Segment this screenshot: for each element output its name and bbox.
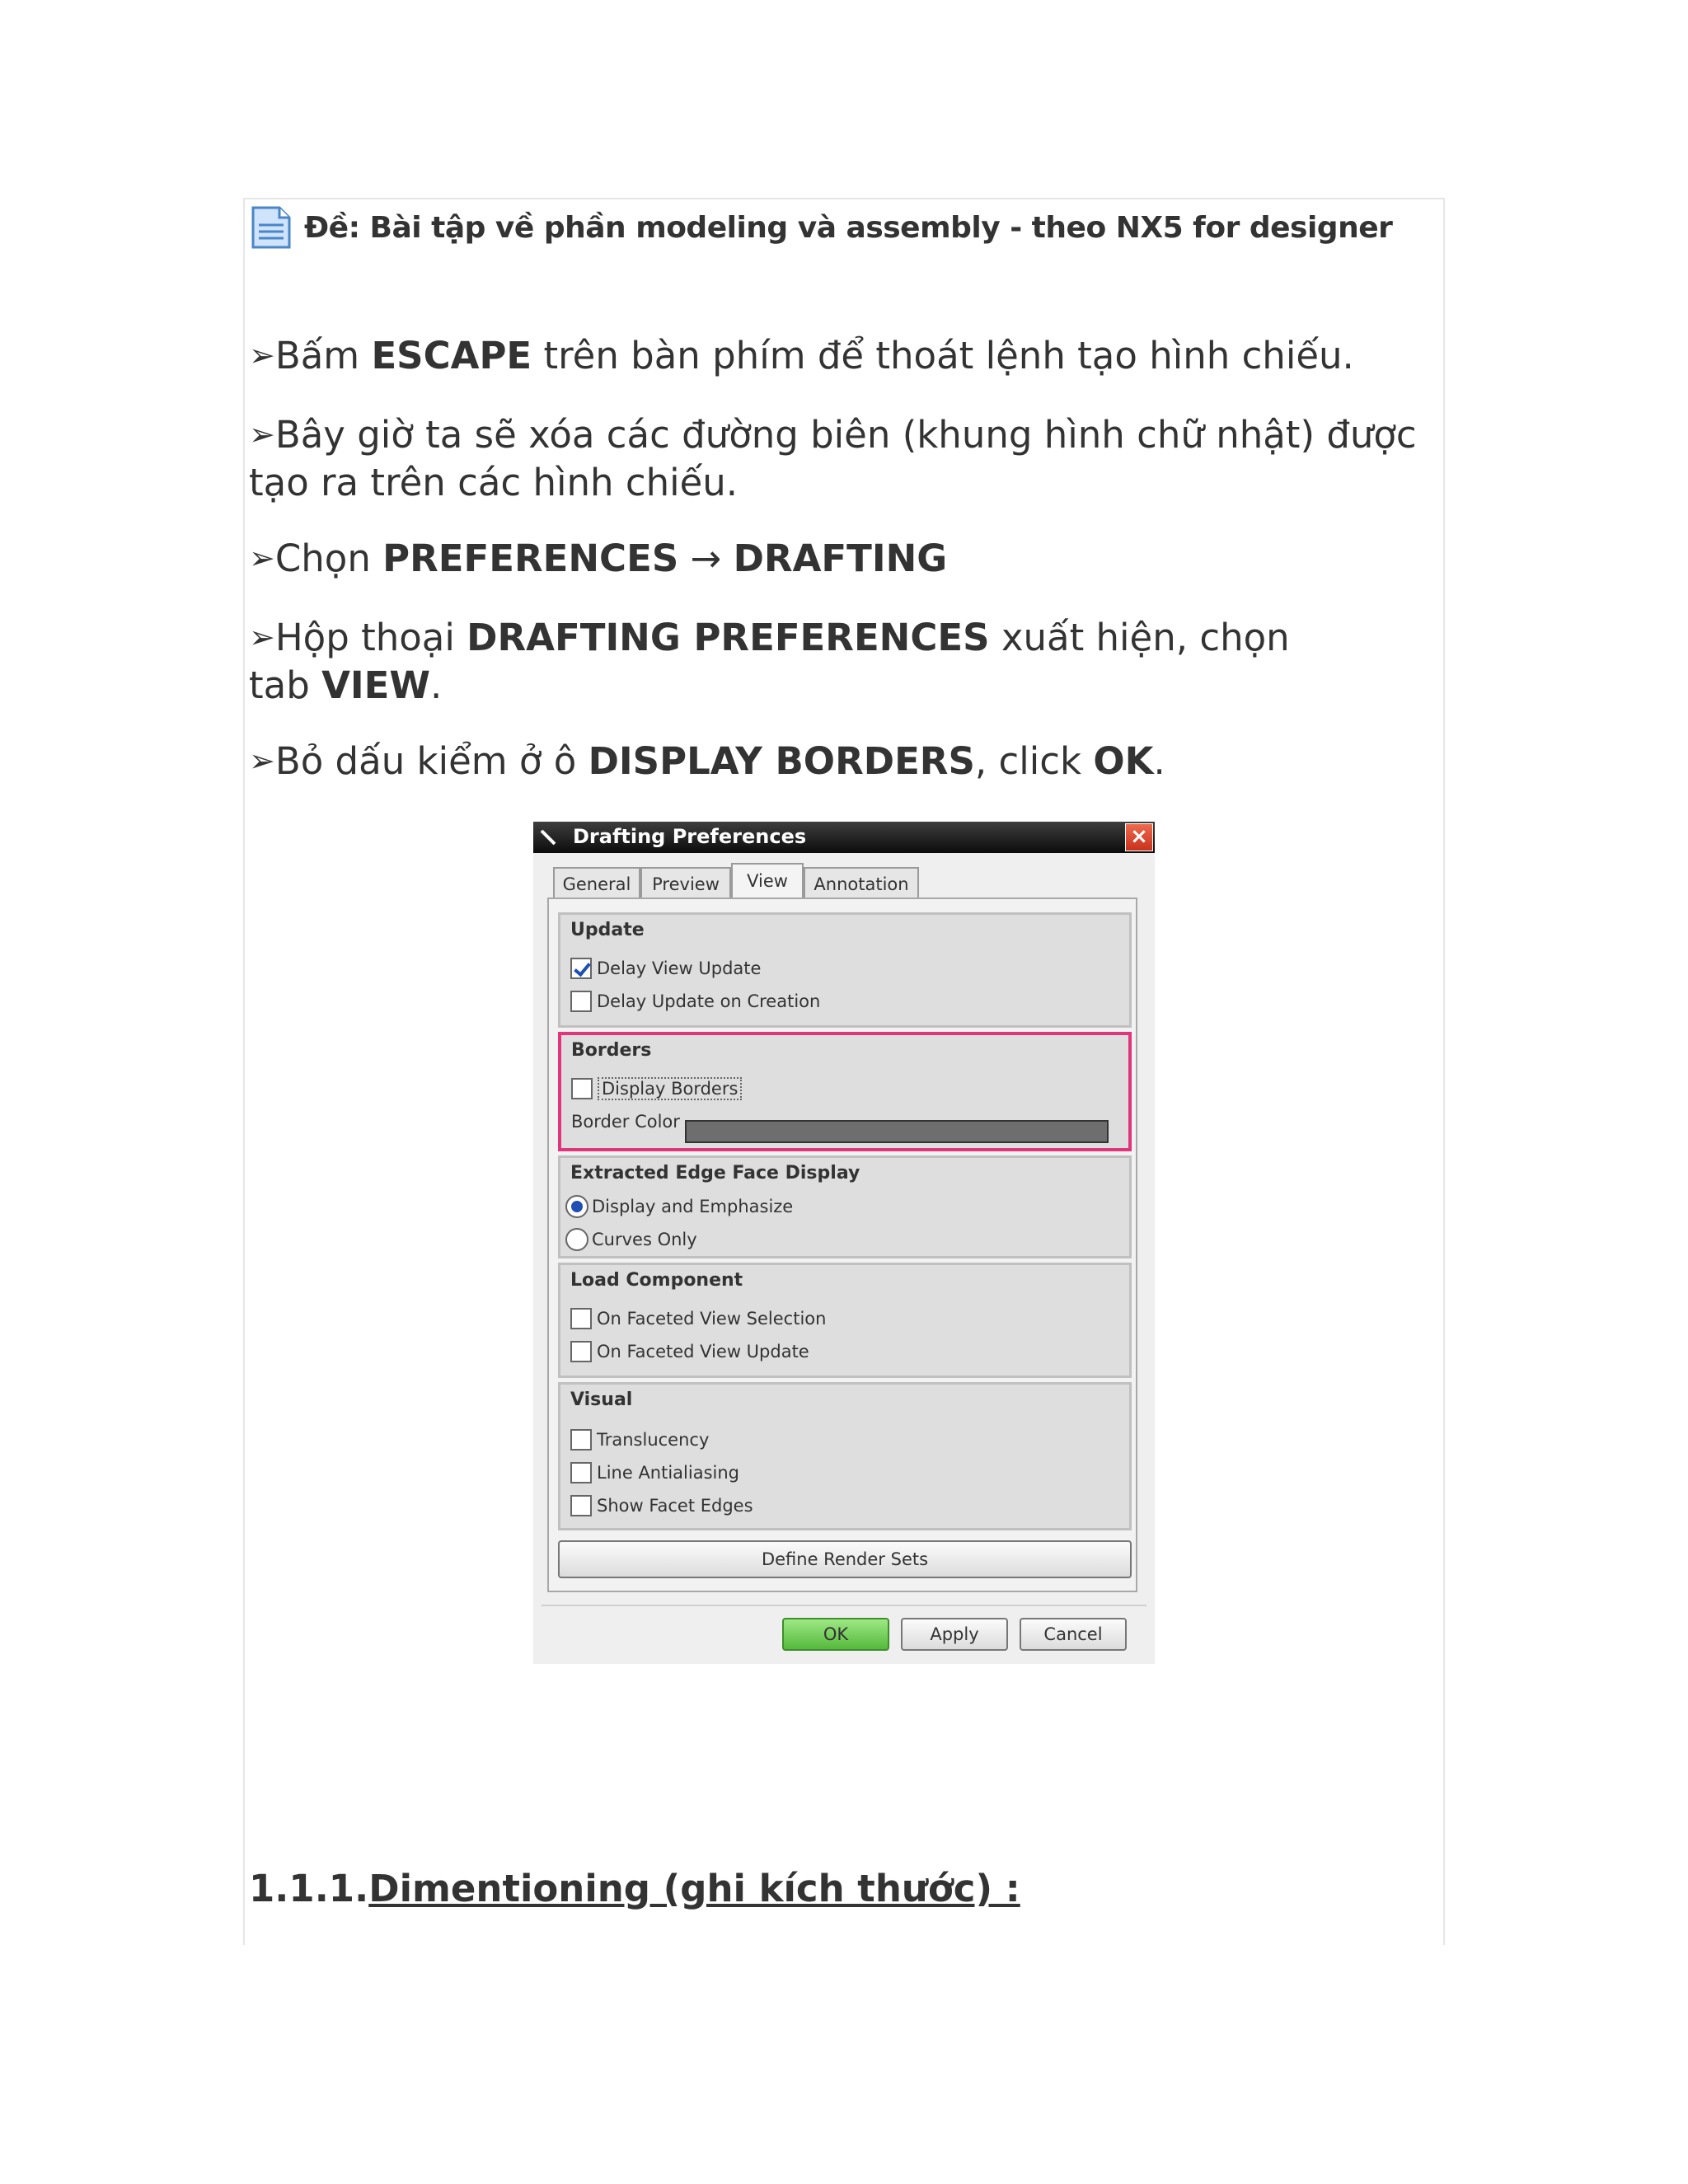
checkbox[interactable]: [571, 1078, 593, 1099]
extracted-edge-group: [558, 1155, 1132, 1258]
keyword: DISPLAY BORDERS: [588, 739, 975, 783]
tab-preview[interactable]: Preview: [640, 867, 731, 898]
document-icon: [250, 205, 293, 250]
instruction-escape: [249, 333, 1354, 381]
keyword: ESCAPE: [371, 334, 532, 377]
checkbox-checked[interactable]: [570, 958, 592, 979]
option-label: Display Borders: [598, 1077, 742, 1100]
nx-app-icon: [540, 829, 556, 846]
instruction-delete-borders: [249, 412, 1417, 506]
option-label: Delay View Update: [597, 958, 762, 978]
option-label: Line Antialiasing: [597, 1463, 740, 1483]
keyword: DRAFTING: [733, 537, 948, 580]
option-label: Translucency: [597, 1430, 710, 1450]
translucency-option[interactable]: [570, 1427, 709, 1452]
section-title: Dimentioning (ghi kích thước) :: [368, 1867, 1020, 1910]
dialog-separator: [542, 1605, 1146, 1606]
instruction-choose-preferences: [249, 536, 947, 583]
visual-group: [558, 1382, 1132, 1530]
keyword: VIEW: [321, 663, 431, 707]
instruction-uncheck-borders: [249, 738, 1165, 786]
bullet-arrow: ➢: [249, 337, 275, 373]
group-title: Update: [570, 920, 645, 940]
borders-group: [558, 1032, 1132, 1151]
border-color-label: [571, 1109, 680, 1134]
bullet-arrow: ➢: [249, 619, 275, 655]
checkbox[interactable]: [570, 1429, 592, 1451]
update-group: [558, 912, 1132, 1028]
delay-update-on-creation-option[interactable]: [570, 989, 820, 1014]
tab-general[interactable]: General: [553, 867, 640, 898]
text: Bây giờ ta sẽ xóa các đường biên (khung hình chữ nhật) được: [274, 413, 1417, 457]
display-borders-option[interactable]: [571, 1076, 742, 1101]
radio[interactable]: [565, 1228, 588, 1251]
bullet-arrow: ➢: [249, 540, 275, 576]
bullet-arrow: ➢: [249, 416, 275, 452]
text: Bấm: [274, 334, 372, 377]
text: .: [1153, 739, 1165, 783]
option-label: Curves Only: [592, 1230, 697, 1249]
apply-button[interactable]: Apply: [901, 1618, 1008, 1651]
radio-selected[interactable]: [565, 1195, 588, 1218]
drafting-preferences-dialog: [533, 822, 1155, 1664]
on-faceted-view-update-option[interactable]: [570, 1339, 809, 1364]
ok-button[interactable]: OK: [782, 1618, 889, 1651]
option-label: On Faceted View Selection: [597, 1309, 827, 1329]
text: Hộp thoại: [274, 616, 467, 659]
checkbox[interactable]: [570, 1462, 592, 1483]
text: →: [678, 537, 734, 580]
checkbox[interactable]: [570, 991, 592, 1012]
show-facet-edges-option[interactable]: [570, 1493, 753, 1518]
document-title: Đề: Bài tập về phần modeling và assembly - theo NX5 for designer: [304, 210, 1393, 245]
delay-view-update-option[interactable]: [570, 956, 761, 981]
section-number: 1.1.1.: [249, 1867, 369, 1910]
close-icon[interactable]: ×: [1125, 823, 1153, 851]
dialog-titlebar: [533, 822, 1155, 853]
option-label: Delay Update on Creation: [597, 991, 821, 1011]
text: Chọn: [274, 537, 383, 580]
border-color-swatch[interactable]: [685, 1120, 1109, 1143]
document-header: [250, 201, 1392, 254]
option-label: Display and Emphasize: [592, 1197, 794, 1216]
text: , click: [974, 739, 1094, 783]
instruction-dialog-appears: [249, 615, 1290, 709]
display-and-emphasize-option[interactable]: [565, 1194, 793, 1219]
text: .: [430, 663, 443, 707]
field-label: Border Color: [571, 1112, 680, 1132]
option-label: On Faceted View Update: [597, 1342, 809, 1361]
line-antialiasing-option[interactable]: [570, 1460, 739, 1485]
keyword: PREFERENCES: [382, 537, 679, 580]
bullet-arrow: ➢: [249, 743, 275, 779]
text: xuất hiện, chọn: [989, 616, 1290, 659]
on-faceted-view-selection-option[interactable]: [570, 1306, 826, 1331]
group-title: Borders: [571, 1040, 652, 1061]
dialog-title: Drafting Preferences: [573, 825, 807, 848]
option-label: Show Facet Edges: [597, 1496, 753, 1516]
group-title: Load Component: [570, 1270, 743, 1291]
checkbox[interactable]: [570, 1341, 592, 1362]
tab-view[interactable]: View: [731, 863, 804, 900]
load-component-group: [558, 1263, 1132, 1378]
group-title: Visual: [570, 1390, 633, 1410]
tab-annotation[interactable]: Annotation: [804, 867, 919, 898]
keyword: OK: [1093, 739, 1154, 783]
text: tạo ra trên các hình chiếu.: [249, 461, 738, 504]
curves-only-option[interactable]: [565, 1227, 697, 1252]
group-title: Extracted Edge Face Display: [570, 1163, 860, 1183]
keyword: DRAFTING PREFERENCES: [467, 616, 990, 659]
define-render-sets-button[interactable]: Define Render Sets: [558, 1540, 1132, 1578]
text: tab: [249, 663, 322, 707]
cancel-button[interactable]: Cancel: [1020, 1618, 1127, 1651]
text: trên bàn phím để thoát lệnh tạo hình chiếu.: [532, 334, 1354, 377]
checkbox[interactable]: [570, 1495, 592, 1516]
section-heading: [249, 1867, 1020, 1910]
checkbox[interactable]: [570, 1308, 592, 1329]
text: Bỏ dấu kiểm ở ô: [274, 739, 588, 783]
